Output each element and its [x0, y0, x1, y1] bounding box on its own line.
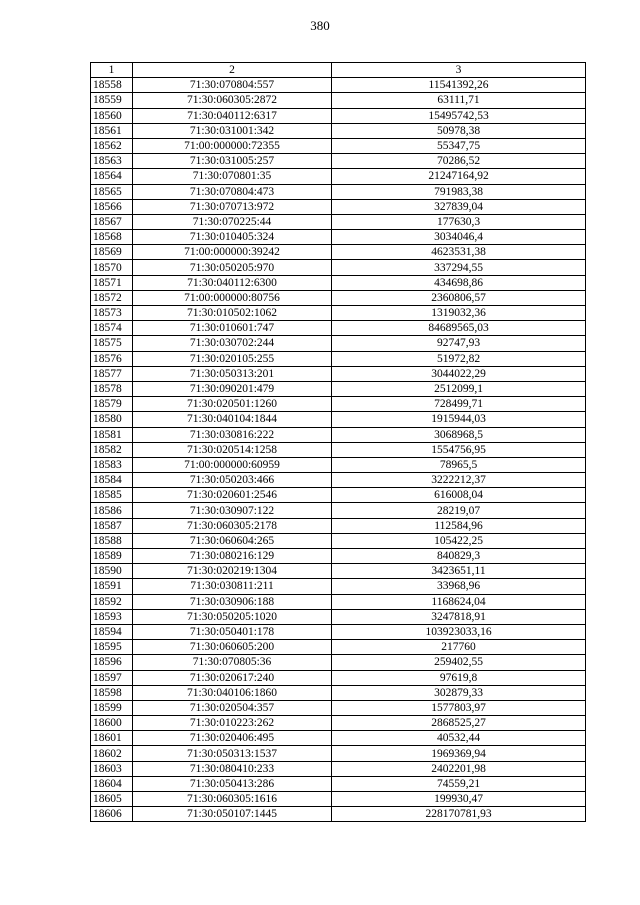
table-row: [91, 731, 586, 746]
data-table: [90, 62, 586, 822]
row-number-cell: 18584: [91, 473, 133, 488]
row-number-cell: 18582: [91, 442, 133, 457]
value-cell: 259402,55: [332, 655, 586, 670]
row-number-cell: 18558: [91, 78, 133, 93]
table-row: [91, 184, 586, 199]
table-row: [91, 655, 586, 670]
value-cell: 2512099,1: [332, 381, 586, 396]
table-row: [91, 78, 586, 93]
cadastral-number-cell: 71:30:030702:244: [133, 336, 332, 351]
value-cell: 217760: [332, 640, 586, 655]
value-cell: 434698,86: [332, 275, 586, 290]
value-cell: 63111,71: [332, 93, 586, 108]
table-row: [91, 199, 586, 214]
cadastral-number-cell: 71:30:020601:2546: [133, 488, 332, 503]
row-number-cell: 18586: [91, 503, 133, 518]
table-row: [91, 670, 586, 685]
cadastral-number-cell: 71:30:050413:286: [133, 776, 332, 791]
cadastral-number-cell: 71:30:010223:262: [133, 716, 332, 731]
cadastral-number-cell: 71:30:031001:342: [133, 123, 332, 138]
row-number-cell: 18559: [91, 93, 133, 108]
table-row: [91, 473, 586, 488]
value-cell: 302879,33: [332, 685, 586, 700]
table-row: [91, 624, 586, 639]
cadastral-number-cell: 71:00:000000:39242: [133, 245, 332, 260]
cadastral-number-cell: 71:30:020501:1260: [133, 397, 332, 412]
row-number-cell: 18572: [91, 290, 133, 305]
table-row: [91, 260, 586, 275]
row-number-cell: 18589: [91, 549, 133, 564]
value-cell: 33968,96: [332, 579, 586, 594]
value-cell: 1554756,95: [332, 442, 586, 457]
row-number-cell: 18571: [91, 275, 133, 290]
cadastral-number-cell: 71:00:000000:72355: [133, 138, 332, 153]
cadastral-number-cell: 71:30:050205:1020: [133, 609, 332, 624]
row-number-cell: 18598: [91, 685, 133, 700]
row-number-cell: 18580: [91, 412, 133, 427]
cadastral-number-cell: 71:30:090201:479: [133, 381, 332, 396]
value-cell: 84689565,03: [332, 321, 586, 336]
cadastral-number-cell: 71:30:020504:357: [133, 700, 332, 715]
value-cell: 4623531,38: [332, 245, 586, 260]
value-cell: 1319032,36: [332, 306, 586, 321]
cadastral-number-cell: 71:30:070801:35: [133, 169, 332, 184]
table-row: [91, 716, 586, 731]
cadastral-number-cell: 71:30:070804:473: [133, 184, 332, 199]
value-cell: 2360806,57: [332, 290, 586, 305]
row-number-cell: 18600: [91, 716, 133, 731]
row-number-cell: 18579: [91, 397, 133, 412]
table-row: [91, 579, 586, 594]
table-row: [91, 776, 586, 791]
cadastral-number-cell: 71:30:020514:1258: [133, 442, 332, 457]
table-row: [91, 275, 586, 290]
row-number-cell: 18577: [91, 366, 133, 381]
value-cell: 3044022,29: [332, 366, 586, 381]
table-row: [91, 746, 586, 761]
table-row: [91, 700, 586, 715]
value-cell: 21247164,92: [332, 169, 586, 184]
value-cell: 3034046,4: [332, 230, 586, 245]
row-number-cell: 18566: [91, 199, 133, 214]
cadastral-number-cell: 71:30:040106:1860: [133, 685, 332, 700]
row-number-cell: 18560: [91, 108, 133, 123]
cadastral-number-cell: 71:30:040112:6300: [133, 275, 332, 290]
value-cell: 3222212,37: [332, 473, 586, 488]
table-row: [91, 290, 586, 305]
table-row: [91, 366, 586, 381]
value-cell: 177630,3: [332, 214, 586, 229]
table-row: [91, 685, 586, 700]
value-cell: 1969369,94: [332, 746, 586, 761]
cadastral-number-cell: 71:30:070804:557: [133, 78, 332, 93]
value-cell: 55347,75: [332, 138, 586, 153]
cadastral-number-cell: 71:30:060305:2872: [133, 93, 332, 108]
cadastral-number-cell: 71:30:070713:972: [133, 199, 332, 214]
table-row: [91, 381, 586, 396]
row-number-cell: 18575: [91, 336, 133, 351]
table-row: [91, 230, 586, 245]
table-row: [91, 564, 586, 579]
row-number-cell: 18561: [91, 123, 133, 138]
value-cell: 112584,96: [332, 518, 586, 533]
column-header-1: 1: [91, 63, 133, 78]
row-number-cell: 18593: [91, 609, 133, 624]
cadastral-number-cell: 71:30:030907:122: [133, 503, 332, 518]
cadastral-number-cell: 71:30:020105:255: [133, 351, 332, 366]
table-row: [91, 488, 586, 503]
cadastral-number-cell: 71:30:010502:1062: [133, 306, 332, 321]
table-row: [91, 214, 586, 229]
cadastral-number-cell: 71:30:040104:1844: [133, 412, 332, 427]
row-number-cell: 18583: [91, 457, 133, 472]
row-number-cell: 18590: [91, 564, 133, 579]
cadastral-number-cell: 71:30:050205:970: [133, 260, 332, 275]
row-number-cell: 18606: [91, 807, 133, 822]
row-number-cell: 18587: [91, 518, 133, 533]
row-number-cell: 18594: [91, 624, 133, 639]
cadastral-number-cell: 71:30:060604:265: [133, 533, 332, 548]
value-cell: 728499,71: [332, 397, 586, 412]
row-number-cell: 18570: [91, 260, 133, 275]
table-row: [91, 351, 586, 366]
value-cell: 28219,07: [332, 503, 586, 518]
row-number-cell: 18595: [91, 640, 133, 655]
table-row: [91, 306, 586, 321]
cadastral-number-cell: 71:30:020617:240: [133, 670, 332, 685]
table-row: [91, 108, 586, 123]
table-row: [91, 533, 586, 548]
cadastral-number-cell: 71:30:050401:178: [133, 624, 332, 639]
cadastral-number-cell: 71:30:010405:324: [133, 230, 332, 245]
cadastral-number-cell: 71:30:070805:36: [133, 655, 332, 670]
row-number-cell: 18588: [91, 533, 133, 548]
row-number-cell: 18596: [91, 655, 133, 670]
row-number-cell: 18568: [91, 230, 133, 245]
row-number-cell: 18567: [91, 214, 133, 229]
cadastral-number-cell: 71:30:060305:2178: [133, 518, 332, 533]
row-number-cell: 18592: [91, 594, 133, 609]
row-number-cell: 18591: [91, 579, 133, 594]
cadastral-number-cell: 71:00:000000:80756: [133, 290, 332, 305]
cadastral-number-cell: 71:30:080410:233: [133, 761, 332, 776]
table-row: [91, 442, 586, 457]
row-number-cell: 18562: [91, 138, 133, 153]
table-row: [91, 169, 586, 184]
cadastral-number-cell: 71:30:050107:1445: [133, 807, 332, 822]
table-row: [91, 792, 586, 807]
row-number-cell: 18597: [91, 670, 133, 685]
row-number-cell: 18599: [91, 700, 133, 715]
value-cell: 11541392,26: [332, 78, 586, 93]
table-row: [91, 609, 586, 624]
value-cell: 15495742,53: [332, 108, 586, 123]
row-number-cell: 18605: [91, 792, 133, 807]
table-row: [91, 93, 586, 108]
table-row: [91, 321, 586, 336]
row-number-cell: 18563: [91, 154, 133, 169]
cadastral-number-cell: 71:30:010601:747: [133, 321, 332, 336]
value-cell: 51972,82: [332, 351, 586, 366]
table-row: [91, 549, 586, 564]
table-row: [91, 123, 586, 138]
row-number-cell: 18602: [91, 746, 133, 761]
column-header-2: 2: [133, 63, 332, 78]
cadastral-number-cell: 71:30:020219:1304: [133, 564, 332, 579]
cadastral-number-cell: 71:00:000000:60959: [133, 457, 332, 472]
cadastral-number-cell: 71:30:050203:466: [133, 473, 332, 488]
value-cell: 616008,04: [332, 488, 586, 503]
value-cell: 3423651,11: [332, 564, 586, 579]
table-row: [91, 807, 586, 822]
row-number-cell: 18585: [91, 488, 133, 503]
cadastral-number-cell: 71:30:020406:495: [133, 731, 332, 746]
table-row: [91, 457, 586, 472]
row-number-cell: 18581: [91, 427, 133, 442]
value-cell: 228170781,93: [332, 807, 586, 822]
row-number-cell: 18601: [91, 731, 133, 746]
value-cell: 337294,55: [332, 260, 586, 275]
table-row: [91, 412, 586, 427]
table-row: [91, 336, 586, 351]
column-header-3: 3: [332, 63, 586, 78]
value-cell: 2868525,27: [332, 716, 586, 731]
table-row: [91, 518, 586, 533]
row-number-cell: 18603: [91, 761, 133, 776]
value-cell: 50978,38: [332, 123, 586, 138]
table-row: [91, 761, 586, 776]
value-cell: 1168624,04: [332, 594, 586, 609]
table-row: [91, 397, 586, 412]
cadastral-number-cell: 71:30:031005:257: [133, 154, 332, 169]
table-row: [91, 427, 586, 442]
row-number-cell: 18573: [91, 306, 133, 321]
table-body: [91, 78, 586, 822]
cadastral-number-cell: 71:30:060305:1616: [133, 792, 332, 807]
cadastral-number-cell: 71:30:070225:44: [133, 214, 332, 229]
table-row: [91, 640, 586, 655]
value-cell: 199930,47: [332, 792, 586, 807]
value-cell: 40532,44: [332, 731, 586, 746]
cadastral-number-cell: 71:30:080216:129: [133, 549, 332, 564]
cadastral-number-cell: 71:30:040112:6317: [133, 108, 332, 123]
value-cell: 2402201,98: [332, 761, 586, 776]
table-row: [91, 154, 586, 169]
row-number-cell: 18574: [91, 321, 133, 336]
table-row: [91, 594, 586, 609]
page-number: 380: [310, 18, 330, 33]
value-cell: 97619,8: [332, 670, 586, 685]
value-cell: 70286,52: [332, 154, 586, 169]
row-number-cell: 18569: [91, 245, 133, 260]
value-cell: 74559,21: [332, 776, 586, 791]
table-header-row: [91, 63, 586, 78]
row-number-cell: 18578: [91, 381, 133, 396]
cadastral-number-cell: 71:30:050313:1537: [133, 746, 332, 761]
value-cell: 105422,25: [332, 533, 586, 548]
row-number-cell: 18576: [91, 351, 133, 366]
row-number-cell: 18564: [91, 169, 133, 184]
cadastral-number-cell: 71:30:060605:200: [133, 640, 332, 655]
value-cell: 92747,93: [332, 336, 586, 351]
value-cell: 3068968,5: [332, 427, 586, 442]
row-number-cell: 18604: [91, 776, 133, 791]
cadastral-number-cell: 71:30:030811:211: [133, 579, 332, 594]
table-row: [91, 245, 586, 260]
row-number-cell: 18565: [91, 184, 133, 199]
value-cell: 103923033,16: [332, 624, 586, 639]
value-cell: 78965,5: [332, 457, 586, 472]
value-cell: 327839,04: [332, 199, 586, 214]
value-cell: 3247818,91: [332, 609, 586, 624]
value-cell: 840829,3: [332, 549, 586, 564]
value-cell: 1577803,97: [332, 700, 586, 715]
table-row: [91, 138, 586, 153]
table-row: [91, 503, 586, 518]
value-cell: 1915944,03: [332, 412, 586, 427]
cadastral-number-cell: 71:30:030816:222: [133, 427, 332, 442]
value-cell: 791983,38: [332, 184, 586, 199]
cadastral-number-cell: 71:30:050313:201: [133, 366, 332, 381]
cadastral-number-cell: 71:30:030906:188: [133, 594, 332, 609]
